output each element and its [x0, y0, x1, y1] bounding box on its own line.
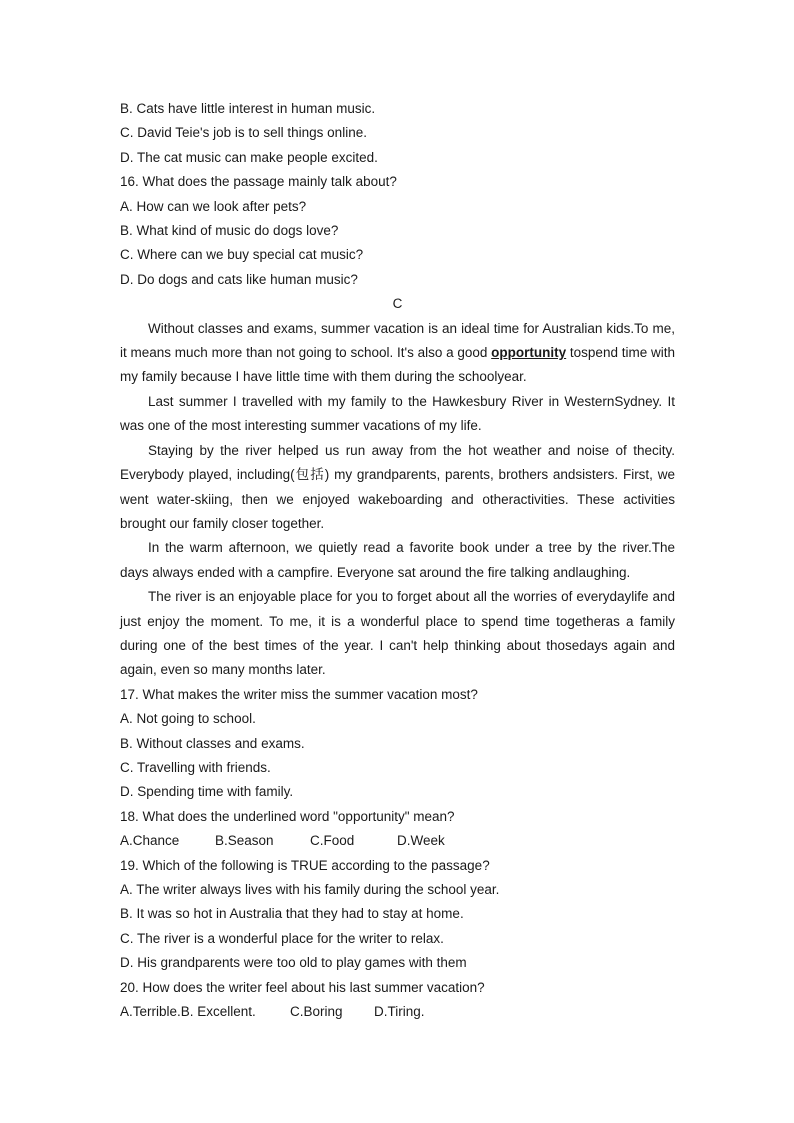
- passage-letter: C: [392, 296, 403, 312]
- q18-option-d: D.Week: [397, 833, 445, 849]
- q18-options: [120, 829, 675, 853]
- q17-option-a: A. Not going to school.: [120, 711, 256, 727]
- passage-paragraph-3: Staying by the river helped us run away from the hot weather and noise of thecity. Everybody played, including(包括) my grandparents, parents, brothers andsisters. First, we went water-skiing, then we enjoyed wakeboarding and otheractivities. These activities brought our family closer together.: [120, 442, 675, 531]
- q19-option-a: A. The writer always lives with his family during the school year.: [120, 882, 500, 897]
- exam-page: [120, 97, 675, 1024]
- q17-option-d: D. Spending time with family.: [120, 784, 294, 800]
- q20-option-d: D.Tiring.: [374, 1004, 425, 1020]
- q16-option-a: A. How can we look after pets?: [120, 198, 307, 214]
- q19-question: 19. Which of the following is TRUE according to the passage?: [120, 857, 490, 873]
- q20-option-c: C.Boring: [290, 1004, 343, 1020]
- q16-option-c: C. Where can we buy special cat music?: [120, 247, 364, 263]
- q16-option-d: D. Do dogs and cats like human music?: [120, 271, 358, 287]
- underlined-word-opportunity: opportunity: [491, 345, 567, 361]
- passage-paragraph-4: In the warm afternoon, we quietly read a favorite book under a tree by the river.The days always ended with a campfire. Everyone sat around the fire talking andlaughing.: [120, 540, 675, 580]
- q20-option-ab: A.Terrible.B. Excellent.: [120, 1004, 256, 1020]
- q16-question: 16. What does the passage mainly talk about?: [120, 174, 397, 190]
- q17-option-b: B. Without classes and exams.: [120, 735, 305, 751]
- q15-option-b: B. Cats have little interest in human music.: [120, 101, 376, 116]
- q15-option-d: D. The cat music can make people excited.: [120, 149, 378, 165]
- p1-after: tospend time with my family because I have little time with them during the schoolyear.: [120, 345, 675, 385]
- q19-option-c: C. The river is a wonderful place for the writer to relax.: [120, 930, 444, 946]
- p1-before: Without classes and exams, summer vacation is an ideal time for Australian kids.To me, it means much more than not going to school. It's also a good: [120, 320, 675, 361]
- q18-option-a: A.Chance: [120, 833, 180, 849]
- q16-option-b: B. What kind of music do dogs love?: [120, 223, 339, 239]
- q18-question: 18. What does the underlined word "opportunity" mean?: [120, 808, 455, 824]
- q18-option-c: C.Food: [310, 833, 355, 849]
- q17-question: 17. What makes the writer miss the summer vacation most?: [120, 686, 478, 702]
- passage-paragraph-1: [120, 317, 675, 390]
- q18-option-b: B.Season: [215, 833, 274, 849]
- q19-option-d: D. His grandparents were too old to play games with them: [120, 955, 467, 971]
- q15-option-c: C. David Teie's job is to sell things online.: [120, 125, 367, 141]
- q19-option-b: B. It was so hot in Australia that they had to stay at home.: [120, 906, 464, 922]
- q20-options: [120, 1000, 675, 1024]
- passage-paragraph-5: The river is an enjoyable place for you to forget about all the worries of everydaylife and just enjoy the moment. To me, it is a wonderful place to spend time togetheras a family during one of the best times of the year. I can't help thinking about thosedays again and again, even so many months later.: [120, 589, 675, 678]
- q20-question: 20. How does the writer feel about his last summer vacation?: [120, 979, 485, 995]
- q17-option-c: C. Travelling with friends.: [120, 759, 271, 775]
- passage-paragraph-2: Last summer I travelled with my family to the Hawkesbury River in WesternSydney. It was one of the most interesting summer vacations of my life.: [120, 393, 675, 434]
